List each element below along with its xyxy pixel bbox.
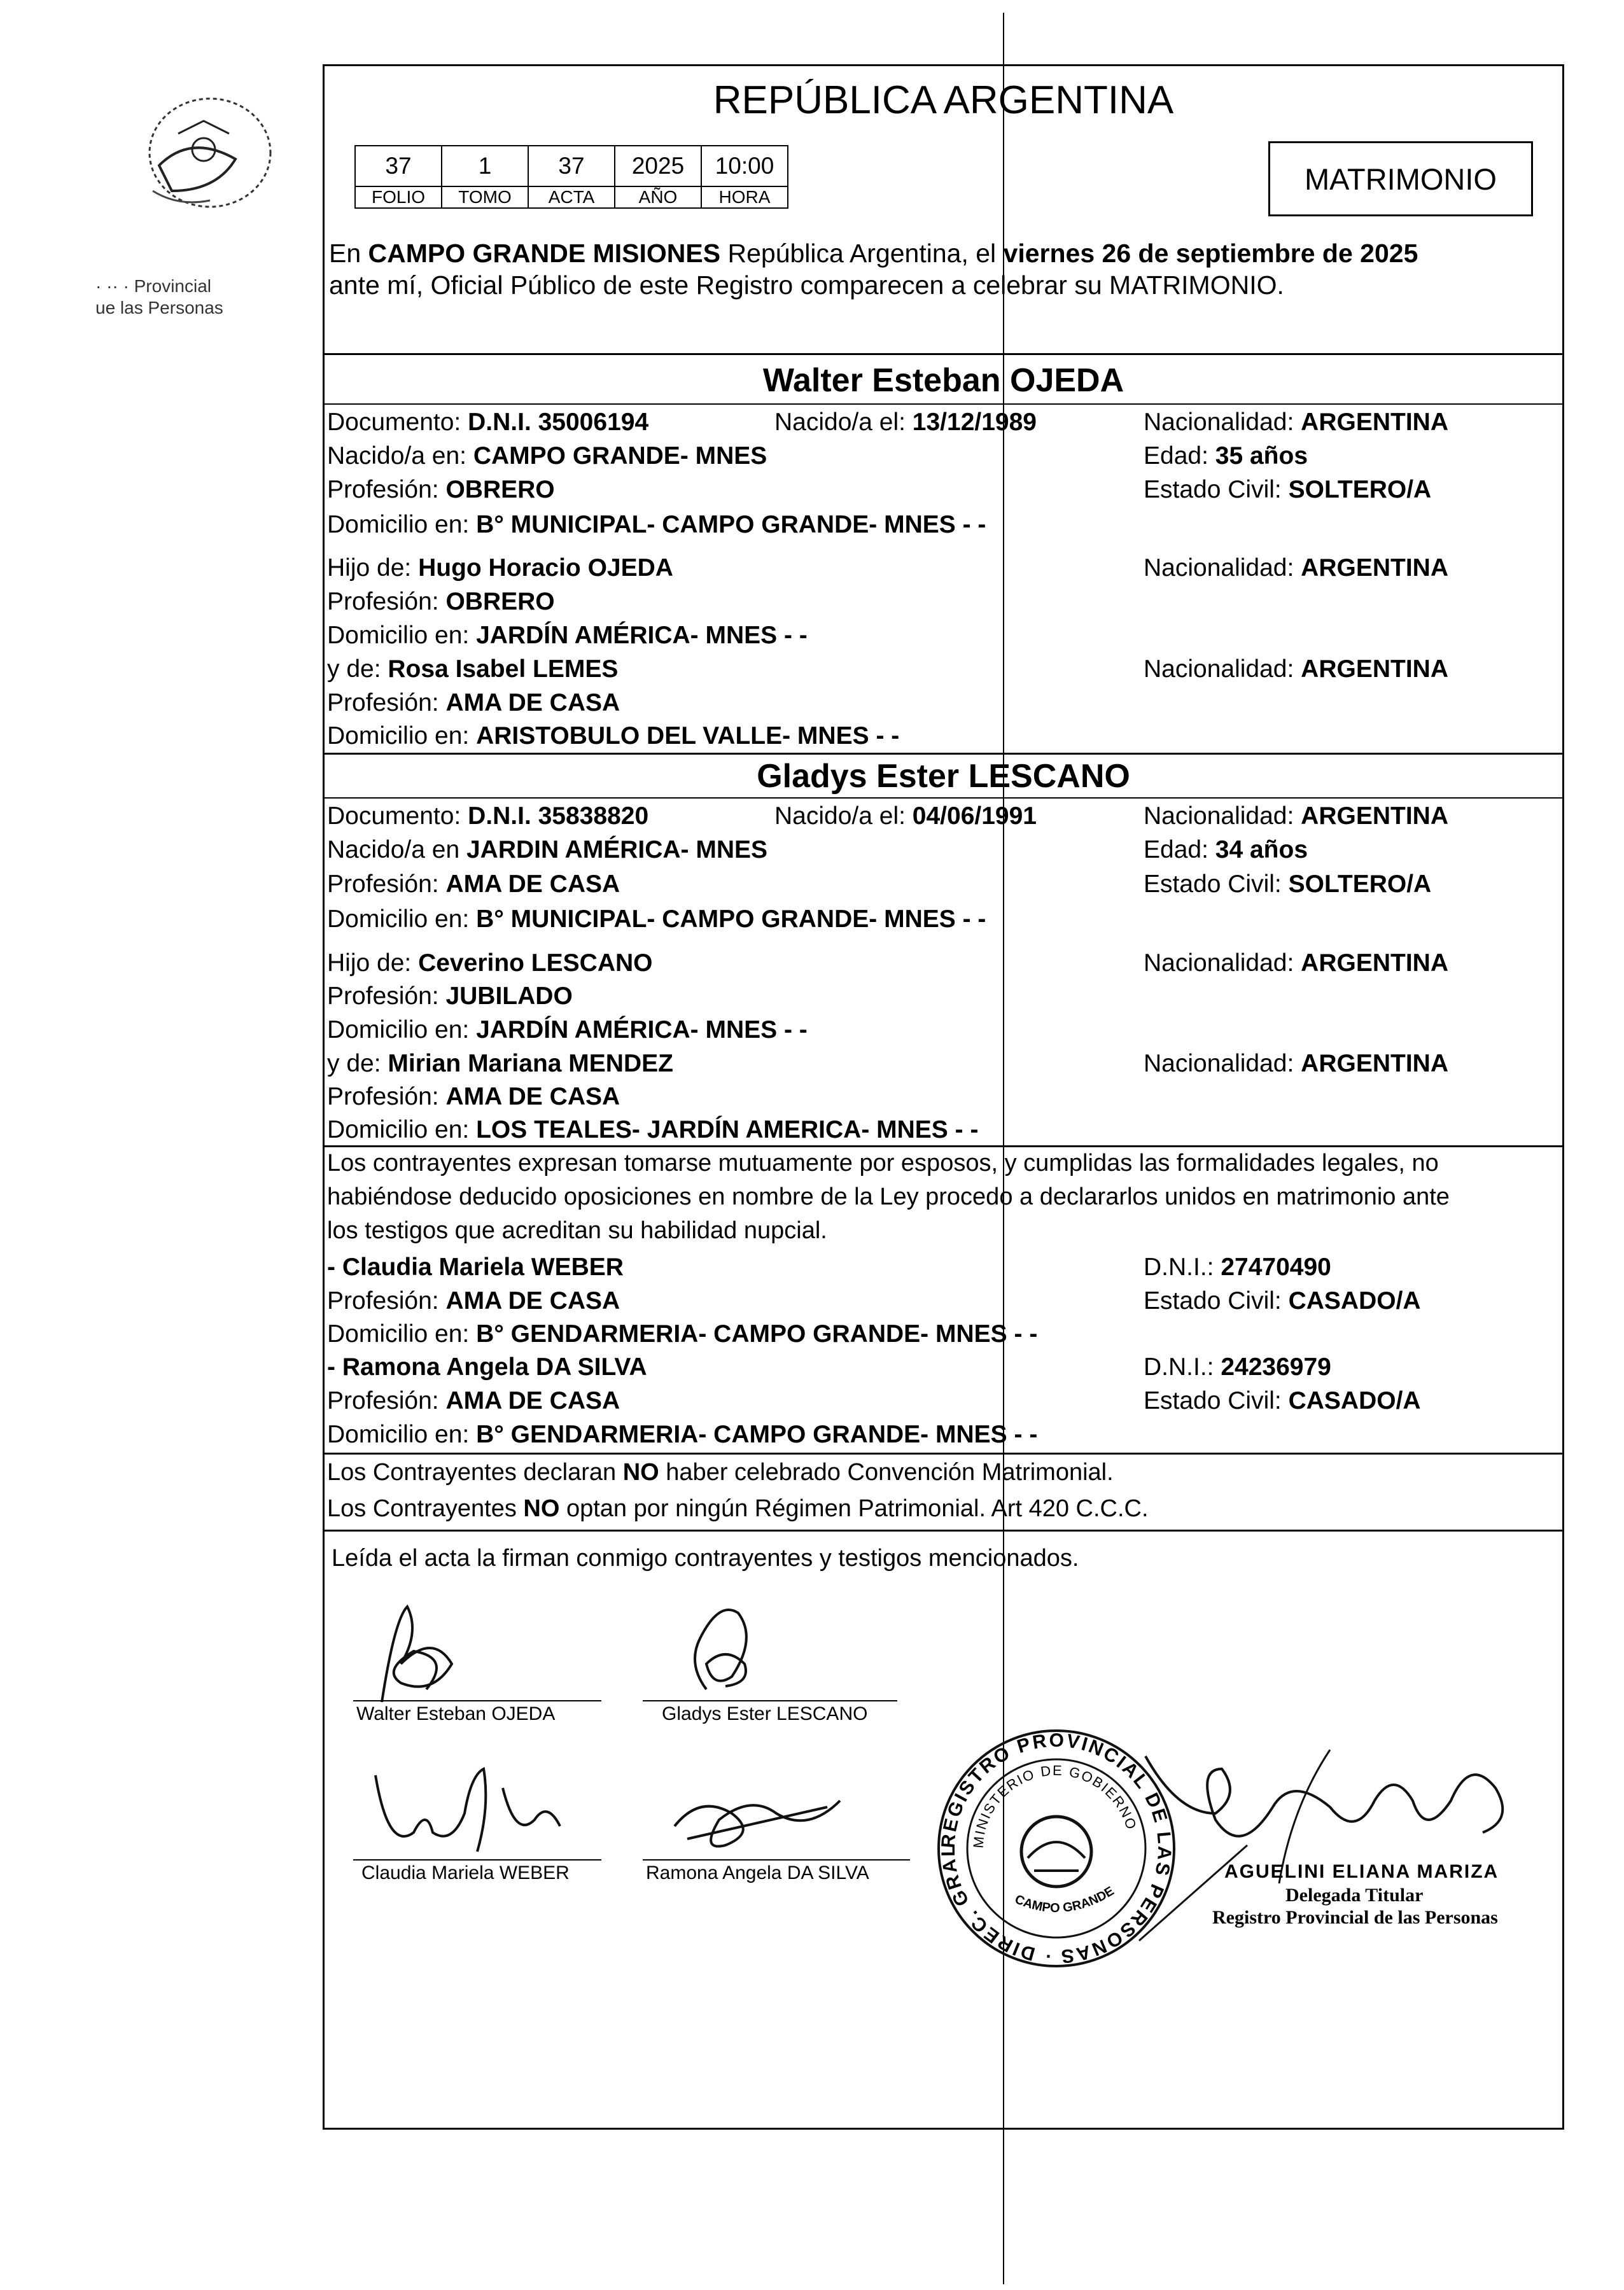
spouse2-address — [327, 904, 986, 935]
signature-ramona-drawing — [662, 1769, 853, 1858]
hora-value: 10:00 — [701, 146, 788, 186]
witness1-name: - Claudia Mariela WEBER — [327, 1253, 624, 1281]
spouse2-father-nationality — [1144, 948, 1448, 979]
birthdate-value: 04/06/1991 — [912, 802, 1037, 830]
address-label: Domicilio en: — [327, 1116, 477, 1143]
divider-closing — [323, 1530, 1564, 1532]
address-value: B° GENDARMERIA- CAMPO GRANDE- MNES - - — [476, 1421, 1038, 1448]
profession-label: Profesión: — [327, 870, 446, 898]
intro-line-2: ante mí, Oficial Público de este Registro comparecen a celebrar su MATRIMONIO. — [329, 270, 1284, 300]
address-suffix: - - — [955, 511, 986, 538]
father-label: Hijo de: — [327, 554, 419, 582]
declaration-line-2: habiéndose deducido oposiciones en nombre de la Ley procedo a declararlos unidos en matrimonio ante — [327, 1183, 1450, 1210]
profession-value: JUBILADO — [445, 982, 573, 1010]
closing-text: Leída el acta la firman conmigo contrayentes y testigos mencionados. — [332, 1545, 1079, 1572]
regime-no: NO — [622, 1459, 659, 1486]
document-label: Documento: — [327, 408, 468, 436]
spouse1-age — [1144, 441, 1308, 471]
divider-declaration — [323, 1145, 1564, 1147]
mother-value: Rosa Isabel LEMES — [388, 655, 619, 683]
profession-label: Profesión: — [327, 1387, 446, 1414]
dni-label: D.N.I.: — [1144, 1353, 1221, 1381]
regime-text: Los Contrayentes declaran — [327, 1459, 623, 1486]
address-value: LOS TEALES- JARDÍN AMERICA- MNES — [476, 1116, 948, 1143]
document-value: D.N.I. 35838820 — [468, 802, 649, 830]
logo-caption-1: · ·· · Provincial — [95, 276, 212, 296]
regime-no: NO — [523, 1495, 560, 1522]
address-value: B° GENDARMERIA- CAMPO GRANDE- MNES - - — [476, 1320, 1038, 1348]
spouse1-birthplace — [327, 441, 767, 471]
hora-label: HORA — [701, 186, 788, 208]
regime-line-2 — [327, 1493, 1149, 1524]
spouse1-document — [327, 407, 648, 438]
age-value: 35 años — [1215, 442, 1308, 470]
spouse1-name: Walter Esteban OJEDA — [762, 362, 1124, 399]
dni-label: D.N.I.: — [1144, 1253, 1221, 1281]
signature-claudia-drawing — [356, 1750, 585, 1864]
mother-value: Mirian Mariana MENDEZ — [388, 1050, 673, 1077]
civil-value: CASADO/A — [1288, 1287, 1421, 1315]
spouse2-nationality — [1144, 801, 1448, 832]
document-value: D.N.I. 35006194 — [468, 408, 649, 436]
birthdate-value: 13/12/1989 — [912, 408, 1037, 436]
nationality-value: ARGENTINA — [1301, 408, 1449, 436]
spouse1-father — [327, 553, 673, 583]
profession-value: AMA DE CASA — [445, 1287, 620, 1315]
spouse1-mother — [327, 654, 618, 685]
spouse2-birthplace — [327, 835, 767, 865]
acta-value: 37 — [528, 146, 615, 186]
address-suffix: - - — [948, 1116, 979, 1143]
profession-value: AMA DE CASA — [445, 1387, 620, 1414]
official-title-2: Registro Provincial de las Personas — [1212, 1907, 1498, 1928]
nationality-value: ARGENTINA — [1301, 554, 1449, 582]
ano-value: 2025 — [615, 146, 701, 186]
profession-value: OBRERO — [445, 588, 555, 615]
regime-line-1 — [327, 1457, 1114, 1488]
intro-date: viernes 26 de septiembre de 2025 — [1003, 239, 1418, 268]
provincial-logo — [115, 95, 286, 223]
address-label: Domicilio en: — [327, 722, 477, 750]
spouse1-father-nationality — [1144, 553, 1448, 583]
nationality-value: ARGENTINA — [1301, 1050, 1449, 1077]
nationality-label: Nacionalidad: — [1144, 802, 1301, 830]
spouse2-age — [1144, 835, 1308, 865]
folio-value: 37 — [355, 146, 442, 186]
signature-gladys-label: Gladys Ester LESCANO — [662, 1703, 868, 1724]
intro-prefix: En — [329, 239, 368, 268]
birthplace-value: CAMPO GRANDE- MNES — [473, 442, 767, 470]
nationality-label: Nacionalidad: — [1144, 554, 1301, 582]
civil-label: Estado Civil: — [1144, 1387, 1289, 1414]
spouse1-mother-nationality — [1144, 654, 1448, 685]
age-value: 34 años — [1215, 836, 1308, 863]
witness2-dni — [1144, 1352, 1331, 1383]
birthplace-label: Nacido/a en — [327, 836, 466, 863]
signature-line-gladys — [643, 1700, 897, 1701]
acta-label: ACTA — [528, 186, 615, 208]
divider-spouse1 — [323, 403, 1564, 405]
civil-value: SOLTERO/A — [1288, 476, 1432, 503]
witness1-profession — [327, 1286, 620, 1316]
spouse2-name: Gladys Ester LESCANO — [757, 758, 1130, 795]
stamp-inner-text: MINISTERIO DE GOBIERNO — [970, 1762, 1140, 1849]
official-name: AGUELINI ELIANA MARIZA — [1224, 1861, 1499, 1882]
profession-label: Profesión: — [327, 689, 446, 716]
address-label: Domicilio en: — [327, 622, 477, 649]
father-label: Hijo de: — [327, 949, 419, 977]
nationality-value: ARGENTINA — [1301, 655, 1449, 683]
profession-value: AMA DE CASA — [445, 689, 620, 716]
coat-of-arms-icon — [115, 95, 286, 223]
witness1-dni — [1144, 1252, 1331, 1283]
address-value: JARDÍN AMÉRICA- MNES - - — [476, 1016, 808, 1044]
mother-label: y de: — [327, 655, 388, 683]
nationality-label: Nacionalidad: — [1144, 1050, 1301, 1077]
spouse2-father — [327, 948, 652, 979]
birthplace-label: Nacido/a en: — [327, 442, 473, 470]
witness2-profession — [327, 1386, 620, 1416]
declaration-line-1: Los contrayentes expresan tomarse mutuamente por esposos, y cumplidas las formalidades legales, no — [327, 1150, 1439, 1176]
spouse2-father-profession — [327, 981, 573, 1012]
spouse2-birthdate — [774, 801, 1037, 832]
spouse1-mother-address — [327, 721, 899, 751]
signature-gladys-drawing — [662, 1588, 789, 1702]
divider-regime — [323, 1453, 1564, 1455]
divider-spouse2-top — [323, 753, 1564, 755]
witness2-name: - Ramona Angela DA SILVA — [327, 1353, 647, 1381]
spouse2-document — [327, 801, 648, 832]
divider-header — [323, 353, 1564, 355]
civil-label: Estado Civil: — [1144, 476, 1289, 503]
nationality-label: Nacionalidad: — [1144, 949, 1301, 977]
dni-value: 27470490 — [1221, 1253, 1331, 1281]
witness2-address — [327, 1420, 1037, 1450]
address-label: Domicilio en: — [327, 511, 477, 538]
birthdate-label: Nacido/a el: — [774, 802, 913, 830]
spouse2-mother-nationality — [1144, 1049, 1448, 1079]
address-label: Domicilio en: — [327, 1421, 477, 1448]
nationality-label: Nacionalidad: — [1144, 655, 1301, 683]
spouse2-profession — [327, 869, 620, 900]
spouse1-mother-profession — [327, 688, 620, 718]
declaration-line-3: los testigos que acreditan su habilidad nupcial. — [327, 1217, 827, 1244]
address-suffix: - - — [955, 905, 986, 933]
profession-label: Profesión: — [327, 476, 446, 503]
civil-value: SOLTERO/A — [1288, 870, 1432, 898]
address-value: ARISTOBULO DEL VALLE- MNES - - — [476, 722, 900, 750]
age-label: Edad: — [1144, 836, 1215, 863]
address-label: Domicilio en: — [327, 905, 477, 933]
profession-label: Profesión: — [327, 1083, 446, 1110]
profession-value: AMA DE CASA — [445, 870, 620, 898]
spouse1-father-address — [327, 620, 808, 651]
stamp-outer-text: REGISTRO PROVINCIAL DE LAS PERSONAS · DIREC. GRAL. DEL — [924, 1708, 1175, 1967]
signature-line-claudia — [353, 1859, 601, 1861]
birthdate-label: Nacido/a el: — [774, 408, 913, 436]
dni-value: 24236979 — [1221, 1353, 1331, 1381]
nationality-label: Nacionalidad: — [1144, 408, 1301, 436]
signature-walter-drawing — [356, 1594, 484, 1708]
tomo-label: TOMO — [442, 186, 528, 208]
witness2-civil — [1144, 1386, 1421, 1416]
profession-label: Profesión: — [327, 982, 446, 1010]
spouse1-profession — [327, 475, 555, 505]
profession-value: AMA DE CASA — [445, 1083, 620, 1110]
address-value: B° MUNICIPAL- CAMPO GRANDE- MNES — [476, 905, 956, 933]
address-label: Domicilio en: — [327, 1016, 477, 1044]
ano-label: AÑO — [615, 186, 701, 208]
address-value: JARDÍN AMÉRICA- MNES - - — [476, 622, 808, 649]
birthplace-value: JARDIN AMÉRICA- MNES — [466, 836, 768, 863]
intro-line-1 — [329, 238, 1418, 269]
page-title: REPÚBLICA ARGENTINA — [713, 78, 1174, 122]
divider-spouse2 — [323, 797, 1564, 799]
signature-ramona-label: Ramona Angela DA SILVA — [646, 1862, 869, 1883]
address-value: B° MUNICIPAL- CAMPO GRANDE- MNES — [476, 511, 956, 538]
regime-text: Los Contrayentes — [327, 1495, 524, 1522]
spouse2-mother — [327, 1049, 673, 1079]
logo-caption-2: ue las Personas — [95, 298, 223, 318]
civil-value: CASADO/A — [1288, 1387, 1421, 1414]
signature-line-ramona — [643, 1859, 910, 1861]
folio-label: FOLIO — [355, 186, 442, 208]
spouse2-mother-address — [327, 1115, 978, 1145]
act-type-box — [1268, 141, 1533, 216]
official-title-1: Delegada Titular — [1285, 1885, 1424, 1906]
civil-label: Estado Civil: — [1144, 1287, 1289, 1315]
document-label: Documento: — [327, 802, 468, 830]
nationality-value: ARGENTINA — [1301, 949, 1449, 977]
tomo-value: 1 — [442, 146, 528, 186]
spouse1-nationality — [1144, 407, 1448, 438]
intro-place: CAMPO GRANDE MISIONES — [368, 239, 721, 268]
regime-text: haber celebrado Convención Matrimonial. — [659, 1459, 1114, 1486]
profession-label: Profesión: — [327, 1287, 446, 1315]
intro-mid: República Argentina, el — [720, 239, 1004, 268]
registry-table — [354, 145, 788, 209]
nationality-value: ARGENTINA — [1301, 802, 1449, 830]
father-value: Ceverino LESCANO — [418, 949, 653, 977]
father-value: Hugo Horacio OJEDA — [418, 554, 673, 582]
spouse1-address — [327, 510, 986, 540]
profession-value: OBRERO — [445, 476, 555, 503]
regime-text: optan por ningún Régimen Patrimonial. Art 420 C.C.C. — [559, 1495, 1149, 1522]
address-label: Domicilio en: — [327, 1320, 477, 1348]
spouse1-birthdate — [774, 407, 1037, 438]
spouse1-father-profession — [327, 587, 555, 617]
signature-claudia-label: Claudia Mariela WEBER — [361, 1862, 570, 1883]
spouse1-civil-status — [1144, 475, 1431, 505]
witness1-civil — [1144, 1286, 1421, 1316]
witness1-address — [327, 1319, 1037, 1350]
spouse2-civil-status — [1144, 869, 1431, 900]
spouse2-father-address — [327, 1015, 808, 1045]
spouse2-mother-profession — [327, 1082, 620, 1112]
act-type-label: MATRIMONIO — [1305, 162, 1497, 196]
stamp-bottom-text: CAMPO GRANDE — [1012, 1883, 1117, 1916]
signature-walter-label: Walter Esteban OJEDA — [356, 1703, 556, 1724]
signature-line-walter — [353, 1700, 601, 1701]
profession-label: Profesión: — [327, 588, 446, 615]
mother-label: y de: — [327, 1050, 388, 1077]
age-label: Edad: — [1144, 442, 1215, 470]
civil-label: Estado Civil: — [1144, 870, 1289, 898]
